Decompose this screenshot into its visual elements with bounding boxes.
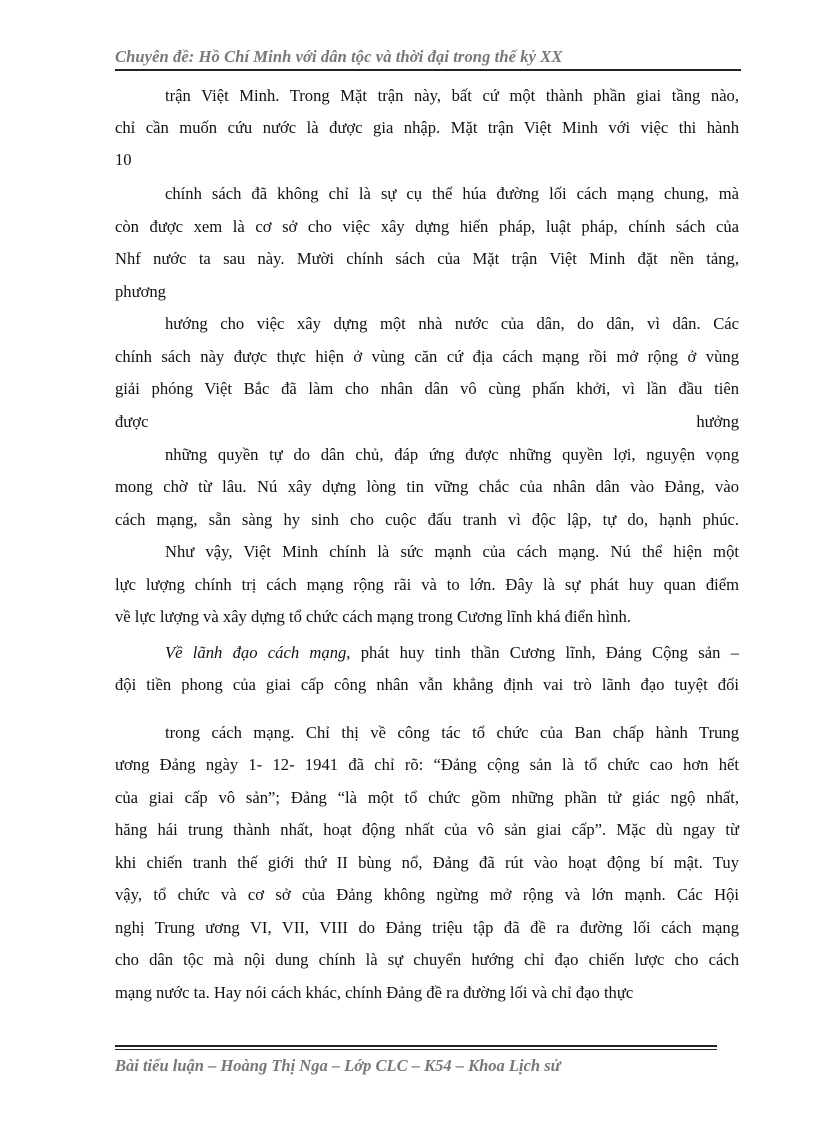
text-line: 10 [115, 150, 132, 169]
text-line: vậy, tổ chức và cơ sở của Đảng không ngừng mở rộng và lớn mạnh. Các Hội [115, 885, 739, 904]
text-line: giải phóng Việt Bắc đã làm cho nhân dân vô cùng phấn khởi, vì lần đầu tiên [115, 379, 739, 398]
text-line: còn được xem là cơ sở cho việc xây dựng hiến pháp, luật pháp, chính sách của [115, 217, 739, 236]
page-footer [115, 1045, 717, 1076]
text-line: nghị Trung ương VI, VII, VIII do Đảng triệu tập đã đề ra đường lối cách mạng [115, 918, 739, 937]
text-line: những quyền tự do dân chủ, đáp ứng được những quyền lợi, nguyện vọng [165, 445, 739, 464]
footer-text: Bài tiểu luận – Hoàng Thị Nga – Lớp CLC – K54 – Khoa Lịch sử [115, 1056, 561, 1075]
text-line: về lực lượng và xây dựng tổ chức cách mạng trong Cương lĩnh khá điển hình. [115, 607, 631, 626]
text-line: chính sách này được thực hiện ở vùng căn cứ địa cách mạng rồi mở rộng ở vùng [115, 347, 739, 366]
page-header [115, 47, 741, 71]
text-line: Nhf nước ta sau này. Mười chính sách của Mặt trận Việt Minh đặt nền tảng, [115, 249, 739, 268]
text-line: Như vậy, Việt Minh chính là sức mạnh của cách mạng. Nú thể hiện một [165, 542, 739, 561]
header-title: Chuyên đề: Hồ Chí Minh với dân tộc và thời đại trong thế kỷ XX [115, 47, 563, 66]
text-line: cho dân tộc mà nội dung chính là sự chuyển hướng chỉ đạo chiến lược cho cách [115, 950, 739, 969]
text-line: mong chờ từ lâu. Nú xây dựng lòng tin vững chắc của nhân dân vào Đảng, vào [115, 477, 739, 496]
text-line: khi chiến tranh thế giới thứ II bùng nổ, Đảng đã rút vào hoạt động bí mật. Tuy [115, 853, 739, 872]
text-line: phương [115, 282, 166, 301]
text-line: của giai cấp vô sản”; Đảng “là một tổ chức gồm những phần tử giác ngộ nhất, [115, 788, 739, 807]
text-line: chính sách đã không chỉ là sự cụ thể húa đường lối cách mạng chung, mà [165, 184, 739, 203]
text-line: hướng cho việc xây dựng một nhà nước của dân, do dân, vì dân. Các [165, 314, 739, 333]
footer-divider-thin [115, 1049, 717, 1050]
text-line: lực lượng chính trị cách mạng rộng rãi và to lớn. Đây là sự phát huy quan điểm [115, 575, 739, 594]
text-line: mạng nước ta. Hay nói cách khác, chính Đảng đề ra đường lối và chỉ đạo thực [115, 983, 634, 1002]
text-line: trong cách mạng. Chỉ thị về công tác tổ chức của Ban chấp hành Trung [165, 723, 739, 742]
italic-heading: Về lãnh đạo cách mạng [165, 643, 347, 662]
text-line [165, 642, 739, 664]
text-line: ương Đảng ngày 1- 12- 1941 đã chỉ rõ: “Đảng cộng sản là tổ chức cao hơn hết [115, 755, 739, 774]
text-line: đội tiền phong của giai cấp công nhân vẫn khẳng định vai trò lãnh đạo tuyệt đối [115, 675, 739, 694]
text-line: chỉ cần muốn cứu nước là được gia nhập. Mặt trận Việt Minh với việc thi hành [115, 118, 739, 137]
text-line: trận Việt Minh. Trong Mặt trận này, bất cứ một thành phần giai tầng nào, [165, 86, 739, 105]
text-line: được hưởng [115, 412, 739, 431]
text-line: cách mạng, sẵn sàng hy sinh cho cuộc đấu tranh vì độc lập, tự do, hạnh phúc. [115, 510, 739, 529]
text-line: hăng hái trung thành nhất, hoạt động nhất của vô sản giai cấp”. Mặc dù ngay từ [115, 820, 739, 839]
text-span: , phát huy tinh thần Cương lĩnh, Đảng Cộng sản – [346, 643, 740, 662]
footer-divider [115, 1045, 717, 1047]
